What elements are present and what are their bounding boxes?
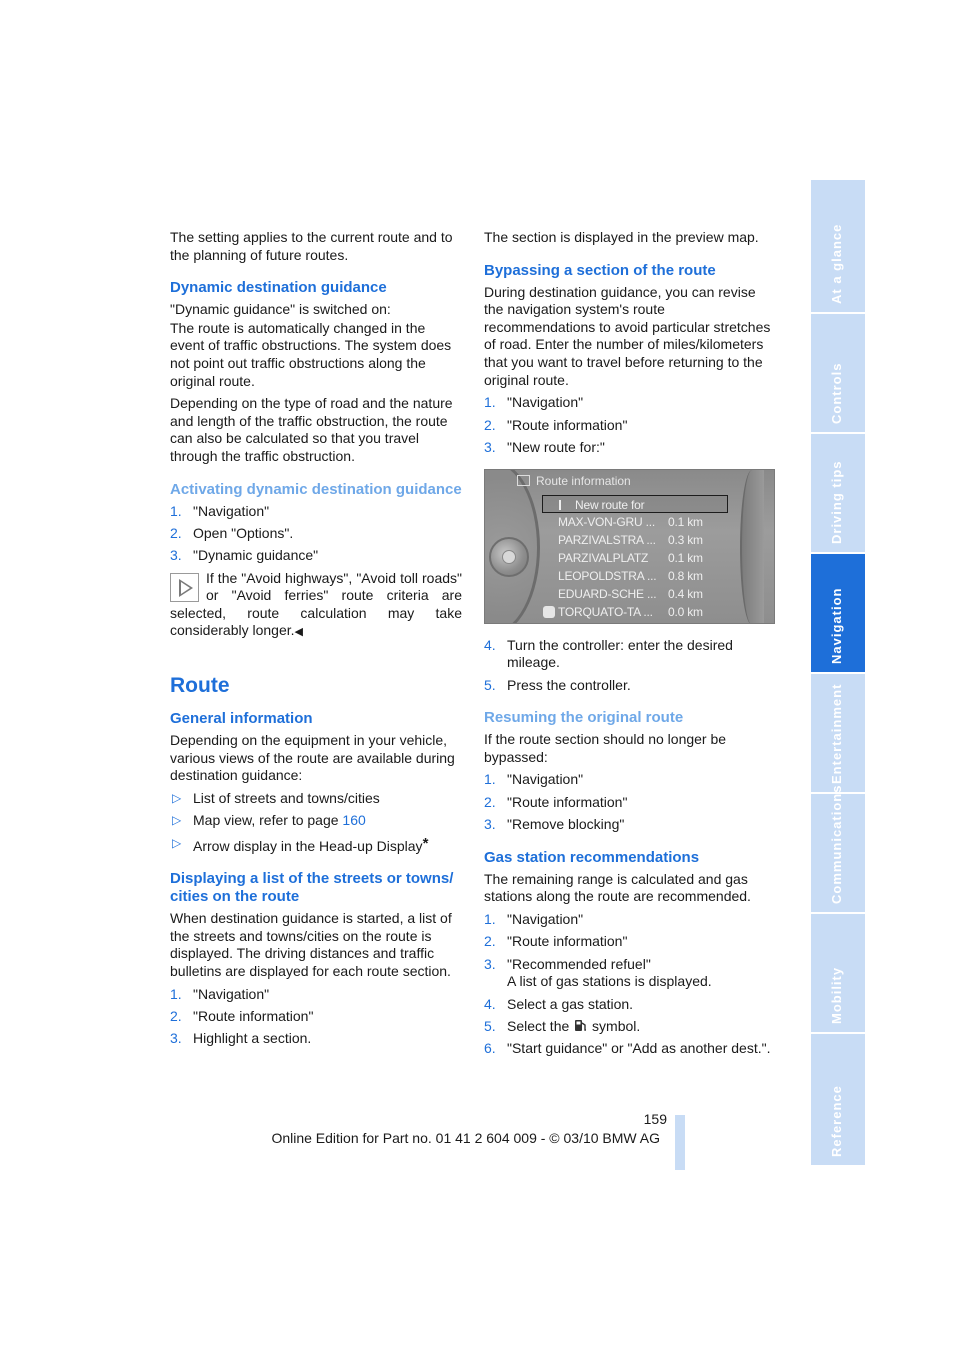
gas-station-icon	[573, 1018, 588, 1033]
right-column	[484, 229, 776, 1063]
list-item: ▷ List of streets and towns/cities	[172, 789, 380, 806]
intro-paragraph: The setting applies to the current route and to the planning of future routes.	[170, 229, 453, 263]
list-item: 2. Open "Options".	[170, 524, 294, 541]
route-info-icon	[517, 475, 530, 486]
list-item: 3. "New route for:"	[484, 438, 605, 455]
dynamic-guidance-switched: "Dynamic guidance" is switched on:	[170, 301, 391, 318]
list-item: 5. Press the controller.	[484, 676, 631, 693]
list-item: 3. Highlight a section.	[170, 1030, 312, 1047]
list-item: 3. "Remove blocking"	[484, 816, 625, 833]
general-information-heading: General information	[170, 710, 313, 728]
resuming-steps-list	[484, 771, 776, 833]
general-bullets-list	[170, 790, 462, 855]
list-item: 1. "Navigation"	[484, 394, 584, 411]
screen-list	[540, 492, 745, 622]
dynamic-guidance-paragraph-2: Depending on the type of road and the nature and length of the traffic obstruction, the route can also be calculated so that you travel through the traffic obstruction.	[170, 395, 453, 464]
page-link[interactable]: 160	[342, 812, 366, 829]
sidebar-tab-mobility[interactable]: Mobility	[811, 914, 865, 1034]
sidebar-tab-entertainment[interactable]: Entertainment	[811, 674, 865, 794]
displaying-list-paragraph: When destination guidance is started, a list of the streets and towns/cities on the route is displayed. The driving distances and traffic bulletins are displayed for each route section.	[170, 910, 452, 980]
general-information-paragraph: Depending on the equipment in your vehicle, various views of the route are available during destination guidance:	[170, 732, 455, 784]
resuming-paragraph: If the route section should no longer be bypassed:	[484, 731, 727, 765]
footer-edition-text: Online Edition for Part no. 01 41 2 604 009 - © 03/10 BMW AG	[271, 1130, 660, 1146]
preview-paragraph: The section is displayed in the preview map.	[484, 229, 759, 245]
activating-guidance-heading: Activating dynamic destination guidance	[170, 480, 462, 498]
list-item: 4. Select a gas station.	[484, 995, 634, 1012]
screen-row: PARZIVALSTRA ... 0.3 km	[558, 532, 703, 547]
sidebar-tab-reference[interactable]: Reference	[811, 1034, 865, 1167]
list-item: 6. "Start guidance" or "Add as another dest.".	[484, 1040, 771, 1057]
bullet-arrow-icon: ▷	[172, 835, 182, 850]
flag-icon	[559, 500, 569, 510]
screen-row-selected: New route for	[542, 495, 728, 513]
bullet-arrow-icon: ▷	[172, 790, 182, 805]
sidebar-tab-navigation[interactable]: Navigation	[811, 554, 865, 674]
list-item: 1. "Navigation"	[170, 985, 270, 1002]
screen-row: PARZIVALPLATZ 0.1 km	[558, 550, 703, 565]
screen-row: EDUARD-SCHE ... 0.4 km	[558, 586, 703, 601]
bypassing-heading: Bypassing a section of the route	[484, 261, 716, 279]
end-mark-icon: ◀	[294, 626, 303, 639]
list-item: 3. "Recommended refuel" A list of gas stations is displayed.	[484, 955, 712, 990]
sidebar-tab-at-a-glance[interactable]: At a glance	[811, 180, 865, 314]
route-information-screen-image	[484, 469, 775, 624]
resuming-heading: Resuming the original route	[484, 709, 684, 727]
activating-steps-list	[170, 503, 462, 565]
bypassing-paragraph: During destination guidance, you can revise the navigation system's route recommendations to avoid particular stretches of road. Enter the number of miles/kilometers that you want to travel before returning to the original route.	[484, 283, 771, 388]
list-item: 1. "Navigation"	[484, 910, 584, 927]
chapter-sidebar	[811, 180, 865, 1167]
footer-accent-bar	[675, 1115, 685, 1170]
list-item: 2. "Route information"	[484, 933, 628, 950]
page-number: 159	[643, 1111, 667, 1127]
list-item: ▷ Arrow display in the Head-up Display*	[172, 834, 429, 854]
displaying-list-heading: Displaying a list of the streets or towns/ cities on the route	[170, 870, 454, 906]
displaying-steps-list	[170, 986, 462, 1048]
dynamic-guidance-paragraph-1: The route is automatically changed in the event of traffic obstructions. The system does not point out traffic obstructions along the original route.	[170, 319, 452, 389]
gas-station-icon	[543, 606, 555, 618]
list-item: 3. "Dynamic guidance"	[170, 547, 319, 564]
list-item: 4. Turn the controller: enter the desired mileage.	[484, 636, 733, 671]
list-item: 1. "Navigation"	[484, 771, 584, 788]
bullet-arrow-icon: ▷	[172, 813, 182, 828]
gas-station-steps-list	[484, 911, 776, 1058]
list-item: 2. "Route information"	[484, 793, 628, 810]
screen-row: MAX-VON-GRU ... 0.1 km	[558, 514, 703, 529]
gas-station-paragraph: The remaining range is calculated and gas stations along the route are recommended.	[484, 870, 751, 905]
left-column	[170, 229, 462, 1053]
list-item: 5. Select the symbol.	[484, 1018, 641, 1035]
note-box	[170, 570, 462, 642]
sidebar-tab-controls[interactable]: Controls	[811, 314, 865, 434]
route-heading: Route	[170, 674, 230, 698]
note-text: If the "Avoid highways", "Avoid toll roads" or "Avoid ferries" route criteria are selected, route calculation may take considerably longer.◀	[170, 569, 462, 639]
screen-row: TORQUATO-TA ... 0.0 km	[540, 603, 730, 621]
bypassing-steps-list-2	[484, 637, 776, 695]
controller-knob-icon	[489, 537, 529, 577]
list-item: 1. "Navigation"	[170, 502, 270, 519]
sidebar-tab-driving-tips[interactable]: Driving tips	[811, 434, 865, 554]
list-item: ▷ Map view, refer to page 160	[172, 812, 366, 829]
screen-title: Route information	[517, 472, 747, 490]
note-triangle-icon	[170, 573, 199, 602]
sidebar-tab-communications[interactable]: Communications	[811, 794, 865, 914]
option-star-icon: *	[422, 834, 429, 852]
gas-station-heading: Gas station recommendations	[484, 848, 700, 866]
bypassing-steps-list	[484, 394, 776, 456]
screen-row: LEOPOLDSTRA ... 0.8 km	[558, 568, 703, 583]
list-item: 2. "Route information"	[484, 416, 628, 433]
list-item: 2. "Route information"	[170, 1008, 314, 1024]
dynamic-guidance-heading: Dynamic destination guidance	[170, 279, 387, 297]
